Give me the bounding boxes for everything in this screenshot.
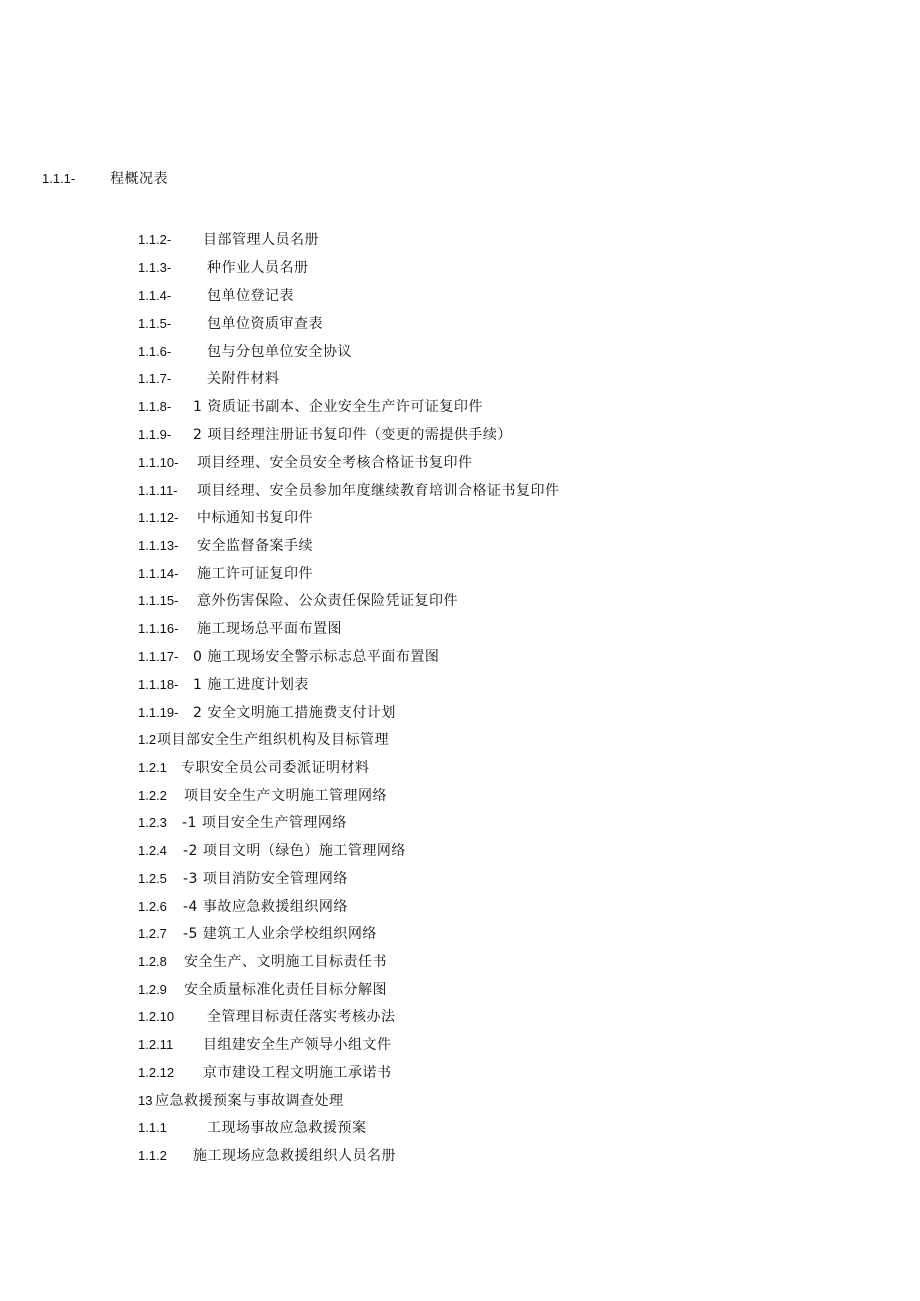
toc-title: 程概况表 [110,171,168,187]
toc-title: 安全质量标准化责任目标分解图 [184,982,387,998]
toc-title: 项目经理、安全员参加年度继续教育培训合格证书复印件 [197,483,560,499]
toc-number: 1.2 [138,732,157,747]
toc-number: 1.2.2 [138,788,167,803]
toc-title: 安全生产、文明施工目标责任书 [184,954,387,970]
toc-title: 包与分包单位安全协议 [207,344,352,360]
toc-title: 施工现场总平面布置图 [197,621,342,637]
toc-title: 目部管理人员名册 [203,232,319,248]
toc-number: 1.1.9- [138,427,172,442]
toc-title: 专职安全员公司委派证明材料 [181,760,370,776]
toc-number: 1.1.5- [138,316,172,331]
toc-number: 1.2.9 [138,982,167,997]
toc-title: 种作业人员名册 [207,260,309,276]
toc-title: 项目部安全生产组织机构及目标管理 [157,732,389,748]
toc-number: 1.1.4- [138,288,172,303]
toc-title: 包单位登记表 [207,288,294,304]
toc-title: 关附件材料 [207,371,280,387]
toc-number: 1.2.10 [138,1009,175,1024]
toc-number: 1.2.5 [138,871,167,886]
toc-number: 1.2.7 [138,926,167,941]
toc-title: 安全监督备案手续 [197,538,313,554]
toc-title: -2 项目文明（绿色）施工管理网络 [183,843,406,859]
toc-number: 1.1.14- [138,566,179,581]
toc-number: 1.2.1 [138,760,167,775]
toc-title: 1 资质证书副本、企业安全生产许可证复印件 [193,399,483,415]
toc-title: 项目经理、安全员安全考核合格证书复印件 [197,455,473,471]
toc-number: 1.1.16- [138,621,179,636]
toc-title: -3 项目消防安全管理网络 [183,871,348,887]
toc-number: 1.1.19- [138,705,179,720]
toc-title: 意外伤害保险、公众责任保险凭证复印件 [197,593,458,609]
toc-number: 1.2.4 [138,843,167,858]
toc-number: 1.1.10- [138,455,179,470]
toc-title: 1 施工进度计划表 [193,677,309,693]
toc-title: -1 项目安全生产管理网络 [182,815,347,831]
toc-title: 全管理目标责任落实考核办法 [207,1009,396,1025]
toc-number: 1.2.6 [138,899,167,914]
toc-number: 1.1.2 [138,1148,167,1163]
toc-title: 2 项目经理注册证书复印件（变更的需提供手续） [193,427,512,443]
toc-number: 1.2.8 [138,954,167,969]
toc-number: 1.1.17- [138,649,179,664]
toc-number: 1.1.8- [138,399,172,414]
toc-title: -5 建筑工人业余学校组织网络 [183,926,377,942]
toc-title: 京市建设工程文明施工承诺书 [203,1065,392,1081]
toc-title: 包单位资质审查表 [207,316,323,332]
toc-number: 1.1.12- [138,510,179,525]
toc-number: 1.1.6- [138,344,172,359]
toc-number: 1.2.3 [138,815,167,830]
toc-number: 1.1.7- [138,371,172,386]
toc-title: -4 事故应急救援组织网络 [183,899,348,915]
toc-number: 1.1.2- [138,232,172,247]
toc-title: 2 安全文明施工措施费支付计划 [193,705,396,721]
toc-title: 工现场事故应急救援预案 [207,1120,367,1136]
toc-title: 施工许可证复印件 [197,566,313,582]
toc-title: 施工现场应急救援组织人员名册 [193,1148,396,1164]
toc-number: 1.1.13- [138,538,179,553]
toc-title: 目组建安全生产领导小组文件 [203,1037,392,1053]
toc-number: 1.1.18- [138,677,179,692]
toc-title: 0 施工现场安全警示标志总平面布置图 [193,649,440,665]
toc-title: 项目安全生产文明施工管理网络 [184,788,387,804]
toc-title: 中标通知书复印件 [197,510,313,526]
toc-number: 1.1.15- [138,593,179,608]
toc-number: 1.1.1- [42,171,76,186]
toc-number: 13 [138,1093,153,1108]
toc-title: 应急救援预案与事故调查处理 [155,1093,344,1109]
toc-number: 1.1.1 [138,1120,167,1135]
toc-number: 1.1.11- [138,483,178,498]
toc-number: 1.2.11 [138,1037,174,1052]
toc-number: 1.2.12 [138,1065,175,1080]
toc-number: 1.1.3- [138,260,172,275]
